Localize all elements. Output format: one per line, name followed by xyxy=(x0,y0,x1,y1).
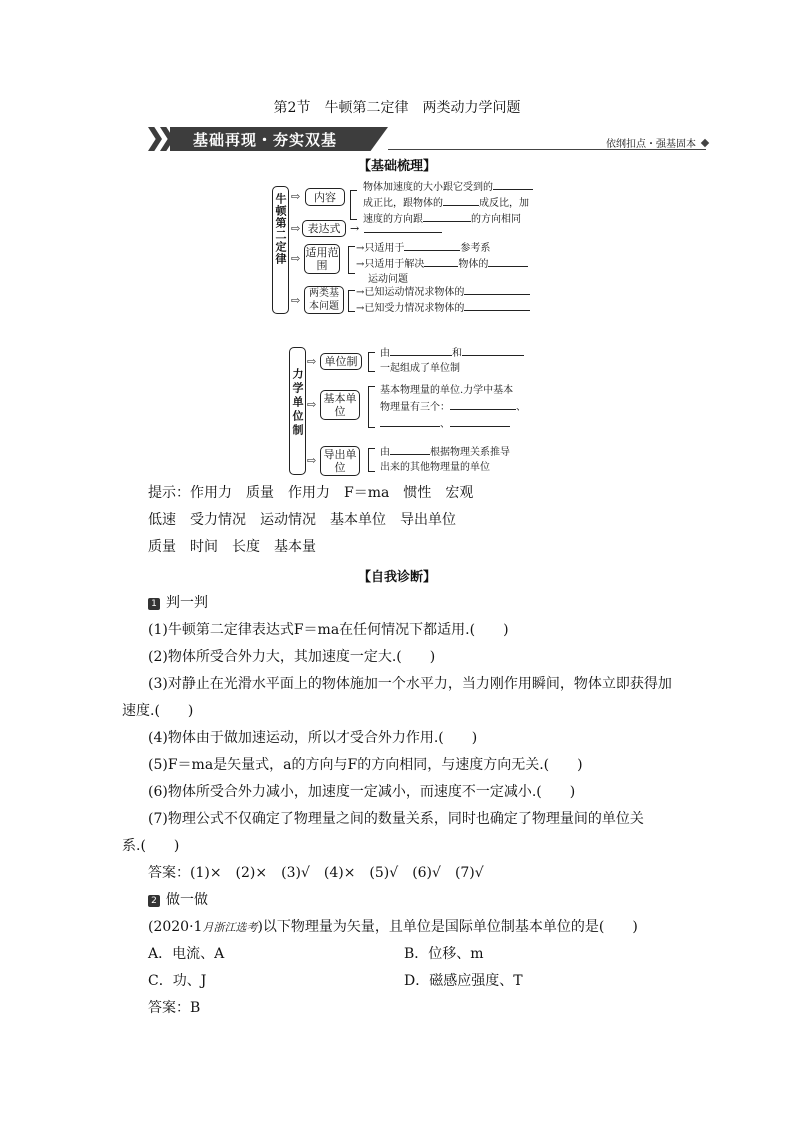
diagram1-node-scope-text: →只适用于 参考系 →只适用于解决 物体的 运动问题 xyxy=(356,240,556,287)
part1-title: 1 判一判 xyxy=(148,590,708,617)
diagram1-node-problems: 两类基本问题 xyxy=(304,286,344,314)
brace xyxy=(348,246,355,274)
list-item: (6)物体所受合外力减小，加速度一定减小，而速度不一定减小.( ) xyxy=(148,784,576,800)
arrow-icon: ⇨ xyxy=(291,222,301,235)
fill-blank xyxy=(424,256,458,267)
brace xyxy=(368,448,375,472)
arrow-icon: ⇨ xyxy=(291,252,301,265)
arrow-icon: ⇨ xyxy=(307,398,317,411)
diagram2-node-base-unit-text: 基本物理量的单位.力学中基本 物理量有三个： 、 、 xyxy=(380,385,526,430)
option-d: D．磁感应强度、T xyxy=(404,973,523,989)
diagram1-node-problems-text: →已知运动情况求物体的 →已知受力情况求物体的 xyxy=(356,284,556,316)
arrow-icon: ⇨ xyxy=(291,294,301,307)
answer-line: 答案：(1)× (2)× (3)√ (4)× (5)√ (6)√ (7)√ xyxy=(148,865,484,881)
fill-blank xyxy=(464,284,530,295)
fill-blank xyxy=(450,399,516,410)
arrow-icon: ⇨ xyxy=(291,190,301,203)
answer-line: 答案：B xyxy=(148,1000,201,1016)
fill-blank xyxy=(450,416,510,427)
page-title: 第2节 牛顿第二定律 两类动力学问题 xyxy=(273,100,521,116)
list-item: 速度.( ) xyxy=(122,703,194,719)
fill-blank xyxy=(488,256,528,267)
diagram2-root: 力学单位制 xyxy=(289,347,306,475)
list-item: (2)物体所受合外力大，其加速度一定大.( ) xyxy=(148,649,436,665)
banner-subtitle: 依纲扣点・强基固本 xyxy=(606,139,696,150)
hint-line: 提示：作用力 质量 作用力 F＝ma 惯性 宏观 xyxy=(148,485,474,501)
diagram1-node-content-text: 物体加速度的大小跟它受到的 成正比，跟物体的 成反比，加 速度的方向跟 的方向相同 xyxy=(363,179,563,227)
part-number-badge: 1 xyxy=(148,598,160,610)
question: (2020·1月浙江选考)以下物理量为矢量，且单位是国际单位制基本单位的是( ) xyxy=(148,919,638,935)
brace xyxy=(368,386,375,428)
fill-blank xyxy=(493,179,533,190)
diagram1-node-content: 内容 xyxy=(305,188,345,206)
diagram2-node-derived-unit: 导出单位 xyxy=(320,446,360,476)
fill-blank xyxy=(390,444,430,455)
part-number-badge: 2 xyxy=(148,895,160,907)
diagram2-node-unit-system-text: 由 和 一起组成了单位制 xyxy=(380,345,580,376)
option-c: C．功、J xyxy=(148,973,207,989)
fill-blank xyxy=(462,345,524,356)
options xyxy=(148,941,708,1022)
arrow-icon: → xyxy=(350,222,360,235)
diagram2-node-unit-system: 单位制 xyxy=(320,353,362,370)
option-a: A．电流、A xyxy=(148,946,225,962)
part2-title: 2 做一做 xyxy=(148,887,708,914)
section-heading-self-check: 【自我诊断】 xyxy=(357,570,436,585)
fill-blank xyxy=(364,222,442,233)
banner-title: 基础再现・夯实双基 xyxy=(193,131,338,149)
question-source: 月浙江选考 xyxy=(202,921,258,934)
chevron-icon xyxy=(148,127,162,151)
fill-blank xyxy=(390,345,452,356)
list-item: (5)F＝ma是矢量式，a的方向与F的方向相同，与速度方向无关.( ) xyxy=(148,757,583,773)
list-item: (7)物理公式不仅确定了物理量之间的数量关系，同时也确定了物理量间的单位关 xyxy=(148,811,644,827)
arrow-icon: ⇨ xyxy=(307,355,317,368)
diagram1-node-scope: 适用范围 xyxy=(305,246,339,272)
list-item: (3)对静止在光滑水平面上的物体施加一个水平力，当力刚作用瞬间，物体立即获得加 xyxy=(148,676,672,692)
diagram2-node-base-unit: 基本单位 xyxy=(320,390,360,420)
hint-line: 质量 时间 长度 基本量 xyxy=(148,539,316,555)
hint-line: 低速 受力情况 运动情况 基本单位 导出单位 xyxy=(148,512,456,528)
diagram1-root: 牛顿第二定律 xyxy=(272,186,289,314)
brace xyxy=(368,352,375,372)
section-banner xyxy=(148,127,708,153)
diamond-icon xyxy=(701,139,709,147)
option-b: B．位移、m xyxy=(404,946,484,962)
fill-blank xyxy=(464,300,530,311)
true-false-list xyxy=(122,617,708,887)
fill-blank xyxy=(404,240,460,251)
list-item: 系.( ) xyxy=(122,838,180,854)
list-item: (4)物体由于做加速运动，所以才受合外力作用.( ) xyxy=(148,730,478,746)
fill-blank xyxy=(443,195,479,206)
brace xyxy=(348,290,355,312)
fill-blank xyxy=(423,211,471,222)
list-item: (1)牛顿第二定律表达式F＝ma在任何情况下都适用.( ) xyxy=(148,622,509,638)
arrow-icon: ⇨ xyxy=(307,454,317,467)
diagram1-node-formula: 表达式 xyxy=(302,220,346,237)
brace xyxy=(350,190,357,220)
fill-blank xyxy=(380,416,440,427)
section-heading-basics: 【基础梳理】 xyxy=(357,159,436,174)
hint-block xyxy=(148,480,708,561)
diagram2-node-derived-unit-text: 由 根据物理关系推导 出来的其他物理量的单位 xyxy=(380,444,580,475)
